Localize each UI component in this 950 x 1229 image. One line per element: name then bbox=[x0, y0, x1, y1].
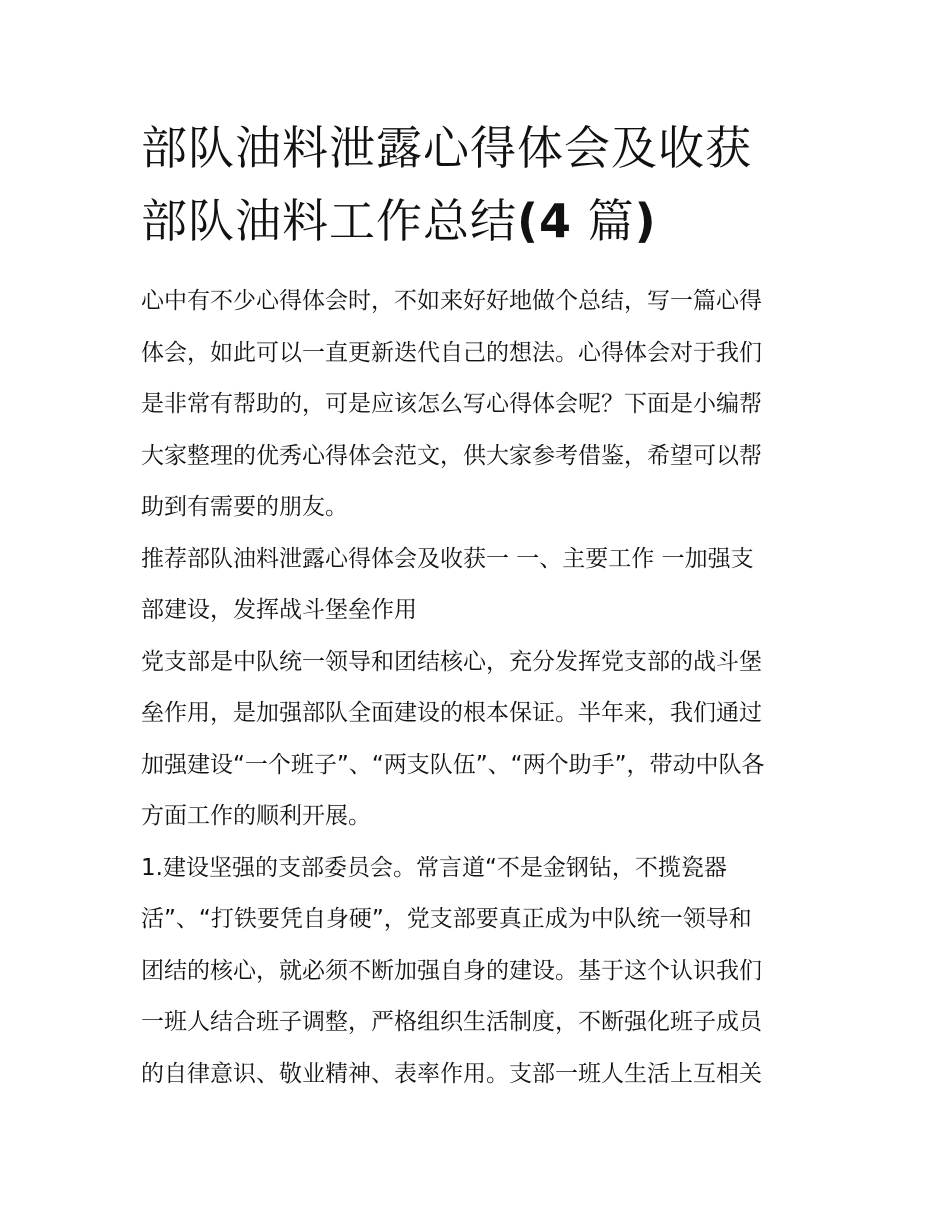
text-line: 大家整理的优秀心得体会范文，供大家参考借鉴，希望可以帮 bbox=[141, 442, 762, 469]
document-body bbox=[141, 276, 821, 1100]
text-line: 心中有不少心得体会时，不如来好好地做个总结，写一篇心得 bbox=[141, 288, 762, 314]
title-paren-open: ( bbox=[517, 194, 540, 248]
title-unit: 篇 bbox=[572, 194, 635, 248]
text-line: 活”、“打铁要凭自身硬”，党支部要真正成为中队统一领导和 bbox=[141, 906, 752, 932]
title-line-1: 部队油料泄露心得体会及收获 bbox=[141, 121, 752, 175]
text-line: 团结的核心，就必须不断加强自身的建设。基于这个认识我们 bbox=[141, 957, 762, 984]
text-line: 部建设，发挥战斗堡垒作用 bbox=[141, 597, 417, 623]
text-line: 推荐部队油料泄露心得体会及收获一 一、主要工作 一加强支 bbox=[141, 545, 754, 572]
paragraph-item-1 bbox=[141, 843, 821, 1101]
text-line: 是非常有帮助的，可是应该怎么写心得体会呢？下面是小编帮 bbox=[141, 391, 762, 417]
text-line: 1.建设坚强的支部委员会。常言道“不是金钢钻，不揽瓷器 bbox=[141, 854, 727, 881]
title-line-2 bbox=[141, 185, 831, 258]
text-line: 加强建设“一个班子”、“两支队伍”、“两个助手”，带动中队各 bbox=[141, 751, 765, 778]
text-line: 一班人结合班子调整，严格组织生活制度，不断强化班子成员 bbox=[141, 1009, 762, 1035]
paragraph-heading bbox=[141, 534, 821, 637]
text-line: 方面工作的顺利开展。 bbox=[141, 803, 371, 829]
text-line: 垒作用，是加强部队全面建设的根本保证。半年来，我们通过 bbox=[141, 700, 762, 726]
paragraph-intro bbox=[141, 276, 821, 534]
text-line: 的自律意识、敬业精神、表率作用。支部一班人生活上互相关 bbox=[141, 1060, 762, 1087]
text-line: 体会，如此可以一直更新迭代自己的想法。心得体会对于我们 bbox=[141, 339, 762, 366]
document-title bbox=[141, 112, 831, 258]
title-line-2-prefix: 部队油料工作总结 bbox=[141, 194, 517, 248]
paragraph-party-branch bbox=[141, 637, 821, 843]
title-count: 4 bbox=[539, 194, 573, 248]
title-paren-close: ) bbox=[634, 194, 657, 248]
text-line: 党支部是中队统一领导和团结核心，充分发挥党支部的战斗堡 bbox=[141, 648, 762, 675]
text-line: 助到有需要的朋友。 bbox=[141, 494, 348, 520]
